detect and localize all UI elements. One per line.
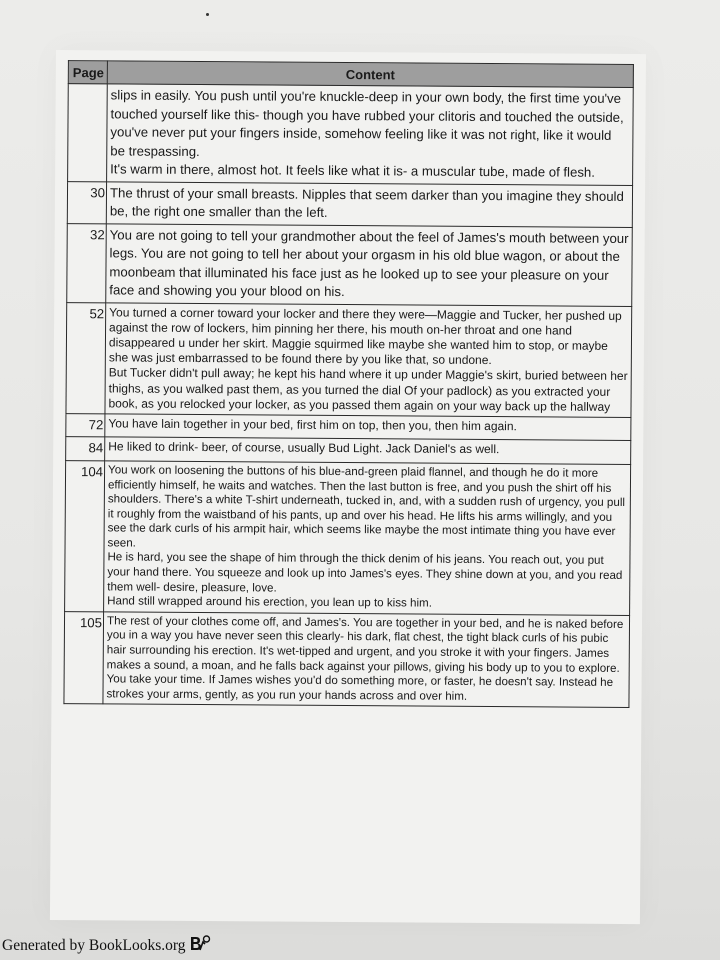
footer-text: Generated by BookLooks.org <box>2 937 186 954</box>
excerpt-paragraph: You are not going to tell your grandmother about the feel of James's mouth between your legs. You are not going to tell her about your orgasm in his old blue wagon, or about the moonbeam that illuminated his face just as he looked up to see your pleasure on your face and showing you your blood on his. <box>109 226 629 300</box>
excerpt-paragraph: He liked to drink- beer, of course, usually Bud Light. Jack Daniel's as well. <box>108 439 500 457</box>
page-number <box>68 84 108 182</box>
table-row <box>68 84 634 185</box>
table-row <box>65 460 631 615</box>
excerpt-content <box>107 84 634 185</box>
table-row <box>64 611 630 708</box>
page-number: 30 <box>67 181 106 223</box>
excerpt-paragraph: slips in easily. You push until you're knuckle-deep in your own body, the first time you've touched yourself like this- though you have rubbed your clitoris and touched the outside, you've never put your fingers inside, somehow feeling like it was not right, like it would be trespassing. <box>110 87 624 159</box>
excerpt-table <box>63 60 633 708</box>
page-number: 32 <box>67 223 107 302</box>
excerpt-paragraph: The rest of your clothes come off, and James's. You are together in your bed, and he is naked before you in a way you have never seen this clearly- his dark, flat chest, the tight black curls of his pubic hair surrounding his erection. It's wet-tipped and urgent, and you stroke it with your fingers. James makes a sound, a moan, and he falls back against your pillows, giving his body up to you to explore. You take your time. If James wishes you'd do something more, or faster, he doesn't say. Instead he strokes your arms, gently, as you run your hands across and over him. <box>106 614 624 703</box>
excerpt-paragraph: The thrust of your small breasts. Nipples that seem darker than you imagine they should be, the right one smaller than the left. <box>109 184 624 220</box>
page-header: Page <box>68 61 107 84</box>
excerpt-content <box>106 223 633 306</box>
footer-credit <box>2 934 211 955</box>
excerpt-paragraph: Hand still wrapped around his erection, you lean up to kiss him. <box>107 594 433 610</box>
excerpt-content <box>105 302 632 417</box>
page-number: 105 <box>64 611 104 704</box>
excerpt-content <box>104 461 631 616</box>
excerpt-content <box>103 612 630 708</box>
excerpt-paragraph: He is hard, you see the shape of him through the thick denim of his jeans. You reach out, you put your hand there. You squeeze and look up into James's eyes. They shine down at you, and you read them well- desire, pleasure, love. <box>107 550 623 595</box>
excerpt-paragraph: But Tucker didn't pull away; he kept his hand where it up under Maggie's skirt, buried between her thighs, as you walked past them, as you turned the dial Of your padlock) as you extracted your book, as you relocked your locker, as you passed them again on your way back up the hallway <box>108 365 628 414</box>
speck <box>206 13 209 16</box>
page-number: 52 <box>66 302 106 414</box>
table-row <box>67 181 632 227</box>
printed-page <box>50 50 646 924</box>
excerpt-content <box>106 181 632 227</box>
page-number: 84 <box>66 437 105 461</box>
excerpt-paragraph: You work on loosening the buttons of his blue-and-green plaid flannel, and though he do it more efficiently himself, he waits and watches. Then the last button is free, and you push the shirt off his shoulders. There's a white T-shirt underneath, tucked in, and, with a sudden rush of urgency, you pull it roughly from the waistband of his pants, up and over his head. He lifts his arms willingly, and you see the dark curls of his armpit hair, which seems like maybe the most intimate thing you have ever seen. <box>107 463 626 550</box>
booklooks-logo-icon <box>189 934 211 952</box>
table-row <box>66 302 632 417</box>
table-row <box>67 223 633 306</box>
excerpt-paragraph: You turned a corner toward your locker and there they were—Maggie and Tucker, her pushed up against the row of lockers, him pinning her there, his mouth on-her throat and one hand disappeared u under her skirt. Maggie squirmed like maybe she wanted him to stop, or maybe she was just embarrassed to be found there by you like that, so undone. <box>108 304 622 368</box>
page-number: 72 <box>66 414 105 438</box>
excerpt-paragraph: You have lain together in your bed, first him on top, then you, then him again. <box>108 416 517 434</box>
page-number: 104 <box>65 460 105 611</box>
excerpt-paragraph: It's warm in there, almost hot. It feels like what it is- a muscular tube, made of flesh. <box>110 161 596 180</box>
content-header: Content <box>107 61 633 88</box>
